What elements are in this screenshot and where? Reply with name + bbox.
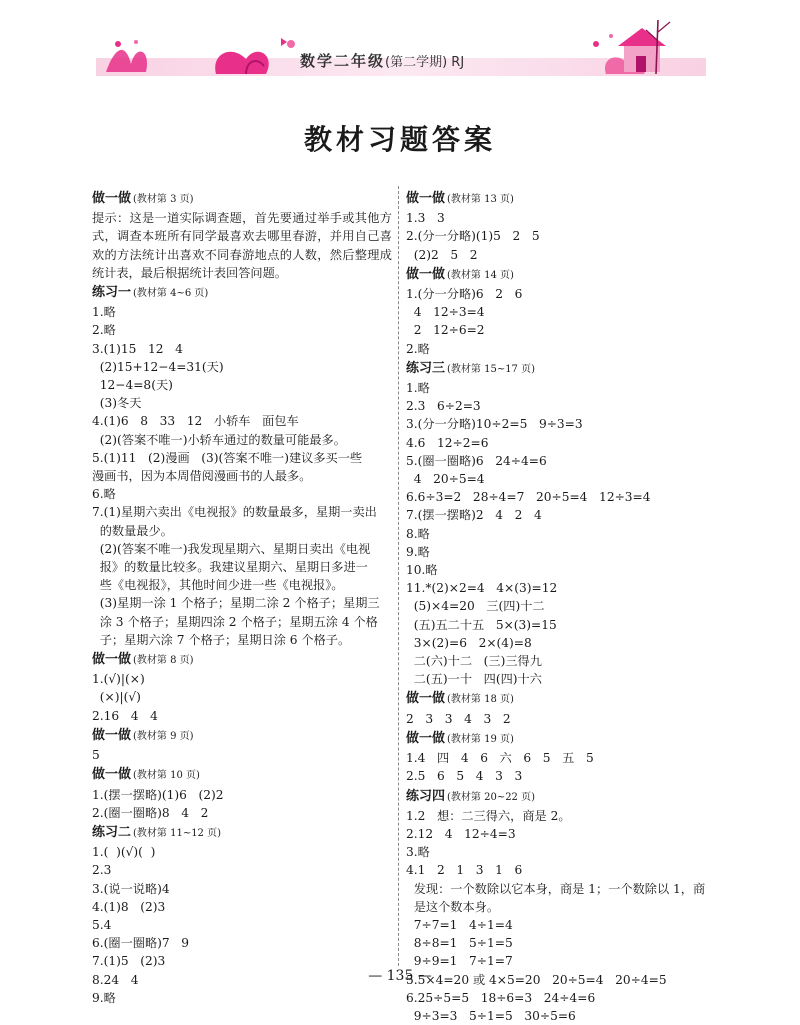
answer-line: 5.(圈一圈略)6 24÷4=6 [406,453,547,468]
section-heading [406,360,722,379]
section-heading-label: 做一做 [92,727,132,743]
section-heading [92,766,392,785]
answer-line: 2.3 6÷2=3 [406,399,481,414]
answer-line: 9.略 [92,990,116,1005]
section-page-ref: (教材第 15~17 页) [447,363,536,375]
column-divider [398,186,399,966]
section-heading-label: 练习一 [92,285,132,301]
answer-line: 2.16 4 4 [92,708,158,723]
answer-line: 5.5×4=20 或 4×5=20 20÷5=4 20÷4=5 [406,972,667,987]
section-heading [406,190,722,209]
answer-line: 2.(圈一圈略)8 4 2 [92,805,209,820]
answer-line: 1.2 想：二三得六，商是 2。 [406,808,571,823]
answer-line: 6.略 [92,487,116,502]
section-heading-label: 做一做 [406,266,446,282]
answer-line: 1.(√)|(×) [92,672,145,687]
section-heading-label: 做一做 [406,691,446,707]
answer-line: 1.(分一分略)6 2 6 [406,287,523,302]
answer-line: 3.(分一分略)10÷2=5 9÷3=3 [406,417,583,432]
answer-line: 3×(2)=6 2×(4)=8 [406,635,532,650]
book-title [300,50,464,71]
answer-line: (3)冬天 [92,396,142,411]
answer-line: 的数量最少。 [92,523,173,538]
header-banner [96,14,706,78]
answer-line: 4 20÷5=4 [406,472,485,487]
answer-line: 2 3 3 4 3 2 [406,711,511,726]
answer-line: 4.6 12÷2=6 [406,435,489,450]
section-heading [406,730,722,749]
answer-line: 5 [92,748,100,763]
answer-line: 11.*(2)×2=4 4×(3)=12 [406,581,558,596]
answer-line: 4.(1)8 (2)3 [92,899,166,914]
section-heading-label: 练习三 [406,360,446,376]
answer-line: 1.( )(√)( ) [92,845,156,860]
answer-line: 3.(1)15 12 4 [92,341,183,356]
page-title: 教材习题答案 [303,123,496,156]
section-heading [92,284,392,303]
answer-line: 7.(1)星期六卖出《电视报》的数量最多，星期一卖出 [92,505,377,520]
section-page-ref: (教材第 10 页) [133,770,200,782]
answer-line: 6.6÷3=2 28÷4=7 20÷5=4 12÷3=4 [406,490,651,505]
answer-line: 涂 3 个格子；星期四涂 2 个格子；星期五涂 4 个格 [92,614,378,629]
section-heading [406,266,722,285]
section-page-ref: (教材第 3 页) [133,194,194,205]
answer-line: 8.略 [406,526,430,541]
answer-line: (3)星期一涂 1 个格子；星期二涂 2 个格子；星期三 [92,596,380,611]
answer-line: 报》的数量比较多。我建议星期六、星期日多进一 [92,560,368,575]
answer-line: 1.略 [406,381,430,396]
answer-line: 1.3 3 [406,211,445,226]
answer-line: 8.24 4 [92,972,139,987]
answer-line: 7.(1)5 (2)3 [92,954,166,969]
answer-line: 是这个数本身。 [406,899,500,914]
section-heading [406,788,722,807]
answer-line: 2.5 6 5 4 3 3 [406,769,523,784]
section-heading [92,727,392,746]
answer-line: 6.25÷5=5 18÷6=3 24÷4=6 [406,990,596,1005]
section-page-ref: (教材第 4~6 页) [133,288,209,300]
answer-line: 二(六)十二 (三)三得九 [406,654,542,669]
section-page-ref: (教材第 14 页) [447,269,514,281]
answer-line: 9.略 [406,544,430,559]
answer-line: 5.4 [92,917,112,932]
answer-line: 1.(摆一摆略)(1)6 (2)2 [92,787,224,802]
answer-line: (五)五二十五 5×(3)=15 [406,617,557,632]
answer-line: (2)2 5 2 [406,247,478,262]
answer-line: 8÷8=1 5÷1=5 [406,936,513,951]
answer-line: 2.略 [406,341,430,356]
answer-line: 2 12÷6=2 [406,323,485,338]
answer-line: 4.(1)6 8 33 12 小轿车 面包车 [92,414,299,429]
answer-line: 4.1 2 1 3 1 6 [406,863,523,878]
answer-line: 子；星期六涂 7 个格子；星期日涂 6 个格子。 [92,632,351,647]
section-heading-label: 做一做 [92,767,132,783]
answer-line: 9÷3=3 5÷1=5 30÷5=6 [406,1008,576,1023]
section-heading [92,651,392,670]
answer-line: 6.(圈一圈略)7 9 [92,936,190,951]
section-heading-label: 做一做 [406,730,446,746]
answer-line: 发现：一个数除以它本身，商是 1；一个数除以 1，商 [406,881,706,896]
section-heading-label: 练习二 [92,824,132,840]
book-title-main: 数学二年级 [300,52,386,70]
answer-line: (2)(答案不唯一)小轿车通过的数量可能最多。 [92,432,346,447]
section-page-ref: (教材第 18 页) [447,694,514,706]
section-heading-label: 做一做 [92,652,132,668]
answer-line: 2.3 [92,863,112,878]
answer-line: 些《电视报》，其他时间少进一些《电视报》。 [92,578,344,593]
answer-line: 9÷9=1 7÷1=7 [406,954,513,969]
answer-line: 漫画书，因为本周借阅漫画书的人最多。 [92,469,312,484]
section-page-ref: (教材第 20~22 页) [447,791,536,803]
answer-line: 10.略 [406,563,438,578]
answer-line: (2)15+12−4=31(天) [92,359,224,374]
section-page-ref: (教材第 9 页) [133,730,194,742]
answer-line: 2.略 [92,323,116,338]
answer-line: 4 12÷3=4 [406,305,485,320]
section-heading-label: 做一做 [92,191,132,206]
answer-line: 1.4 四 4 6 六 6 5 五 5 [406,751,594,766]
section-heading-label: 练习四 [406,788,446,804]
answer-line: 2.(分一分略)(1)5 2 5 [406,229,540,244]
section-page-ref: (教材第 19 页) [447,733,514,745]
section-heading [406,690,722,709]
page-number: — 135 — [368,968,432,984]
answer-line: 12−4=8(天) [92,378,173,393]
answer-paragraph: 提示：这是一道实际调查题，首先要通过举手或其他方式，调查本班所有同学最喜欢去哪里春游，并用自己喜欢的方法统计出喜欢不同春游地点的人数，然后整理成统计表，最后根据统计表回答问题。 [92,211,392,280]
answer-line: 2.12 4 12÷4=3 [406,826,516,841]
answer-line: 3.略 [406,845,430,860]
section-page-ref: (教材第 13 页) [447,194,514,205]
left-column [92,188,392,1007]
answer-line: 3.(说一说略)4 [92,881,170,896]
answer-line: (5)×4=20 三(四)十二 [406,599,545,614]
section-heading [92,190,392,209]
right-column [406,188,722,1025]
answer-line: (×)|(√) [92,690,141,705]
answer-line: (2)(答案不唯一)我发现星期六、星期日卖出《电视 [92,541,371,556]
section-heading [92,824,392,843]
answer-line: 7.(摆一摆略)2 4 2 4 [406,508,542,523]
section-page-ref: (教材第 11~12 页) [133,827,222,839]
section-heading-label: 做一做 [406,191,446,206]
answer-line: 5.(1)11 (2)漫画 (3)(答案不唯一)建议多买一些 [92,450,363,465]
book-title-sub: (第二学期) RJ [385,55,465,70]
answer-line: 1.略 [92,305,116,320]
answer-line: 7÷7=1 4÷1=4 [406,917,513,932]
section-page-ref: (教材第 8 页) [133,655,194,667]
answer-line: 二(五)一十 四(四)十六 [406,672,542,687]
